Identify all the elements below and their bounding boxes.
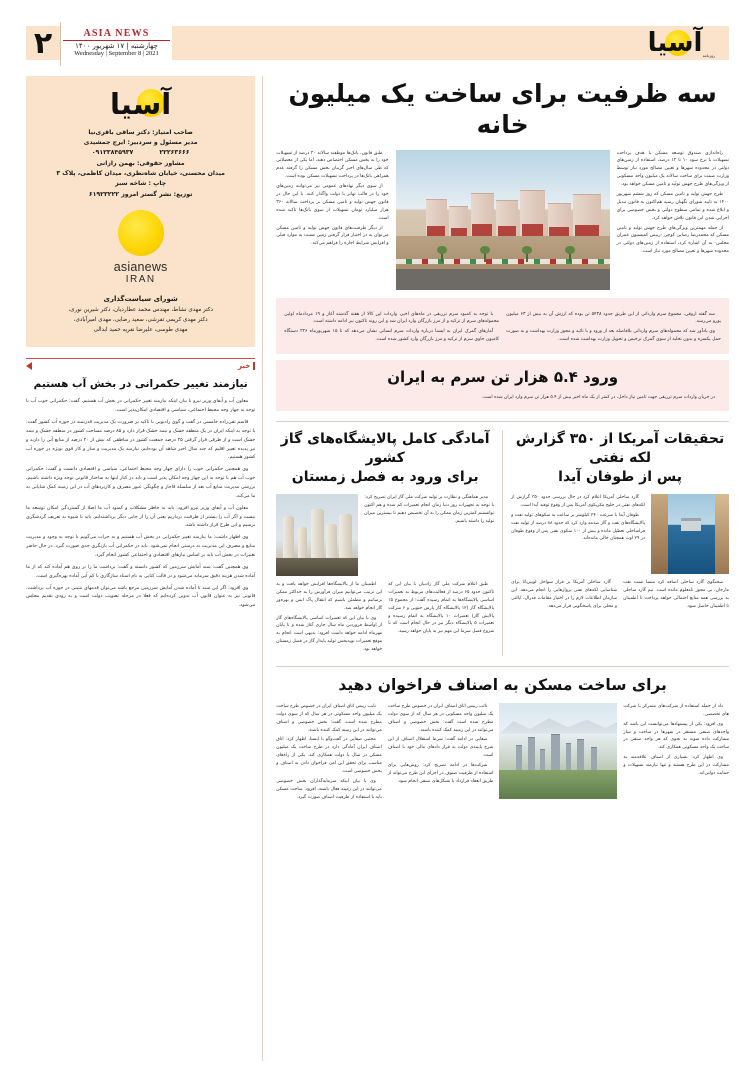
date-english: Wednesday | September 8 | 2021 [74, 50, 159, 58]
masthead-wordmark: آسیا [110, 86, 172, 121]
section-label: خبر [238, 362, 255, 370]
lead-col-left [617, 150, 729, 259]
oil-spill-text-3 [511, 579, 617, 613]
paragraph: نایب رییس اتاق اصناف ایران در خصوص طرح ساخت یک میلیون واحد مسکونی در هر سال که از سوی دولت مطرح شده است، گفت: بخش خصوصی و اصناف می‌توانند در این زمینه کمک کننده باشند. [276, 703, 382, 733]
paragraph: طوفان آیدا با سرعت ۲۴۰ کیلومتر بر ساعت به سکوهای تولید نفت و پالایشگاه‌های نفت و گاز صدمه وارد کرد که حدود ۸۸ درصد از تولید نفت فراساحلی تعطیل مانده و بیش از ۱۰۰ سکوی نفتی پس از وقوع طوفان در ۲۹ اوت همچنان خالی مانده‌اند. [511, 512, 645, 542]
refinery-base [276, 558, 358, 576]
headline-line-1: تحقیقات آمریکا از ۳۵۰ گزارش لکه نفتی [515, 431, 725, 467]
paragraph: وی یادآور شد که محموله‌های سرم وارداتی بلافاصله بعد از ورود و با تائید و مجوز وزارت بهداشت و به صورت حمل یکسره و بدون تخلیه از سوی گمرک ترخیص و تحویل وزارت بهداشت شده است. [506, 329, 721, 343]
lead-photo-residential-buildings [396, 150, 610, 290]
paragraph: از جمله مهمترین ویژگی‌های طرح جهش تولید و تامین مسکن که محمدرضا رضایی کوچی -رییس کمیسیون عمران مجلس- به آن اشاره کرد، استفاده از زمین‌های دولتی در محدوده شهرها و تعیین مصالح مورد نیاز است. [616, 225, 729, 255]
masthead-owner: صاحب امتیاز: دکتر ساقی باقری‌نیا [88, 129, 193, 136]
sun-logo-large [118, 210, 164, 256]
paragraph: سه گفته اروقی، مجموع سرم وارداتی از این طریق حدود ۵۴۳۸ تن بوده که ارزش آن به بیش از ۶۳ میلیون یورو می‌رسد. [506, 311, 721, 325]
inset-col [284, 394, 721, 404]
refinery-tower [339, 514, 351, 562]
paragraph: گارد ساحلی آمریکا اعلام کرد در حال بررسی حدود ۳۵۰ گزارش از لکه‌های نفتی در خلیج مکزیکوی آمریکا پس از وقوع توفند آیدا است. [511, 495, 645, 508]
inset-headline-box [276, 360, 729, 411]
council-line: دکتر مهدی کریمی تفرشی، سعید رضایی، مهدی امیرآبادی، [73, 316, 208, 323]
date-persian: چهارشنبه | ۱۷ شهریور ۱۴۰۰ [75, 42, 158, 51]
tower-building [540, 749, 546, 770]
masthead-brand-english [36, 260, 245, 286]
paragraph: وی با بیان اینکه سرمایه‌گذاران بخش خصوصی می‌توانند در این زمینه فعال باشند، افزود: ساخت مسکن باید با استفاده از ظرفیت اصناف صورت گیرد. [276, 778, 382, 800]
oil-spill-body [511, 494, 729, 574]
paragraph: قاسم تقی‌زاده خامسی در گفت و گوی رادیویی با تاکید بر ضرورت یک مدیریت قدرتمند در حوزه آب کشور گفت: با توجه به اینکه ایران در یک منطقه خشک و نیمه خشک قرار دارد و ۸۵ درصد مساحت کشور در منطقه خشک و نیمه خشک است و از طرفی قرار گرفتن ۴۵ درصد جمعیت کشور در مناطقی که بیش از ۲۰ درصد از منابع آبی را دارند و نیز پدیده تغییر اقلیم که چند سال اخیر شاهد آن بوده‌ایم، نیازمند یک مدیریت و ساز و کار قوی بویژه در حوزه آب کشور هستیم. [26, 419, 256, 461]
photo-oil-rig [681, 518, 701, 531]
paragraph: در جریان واردات سرم تزریقی جهت تامین نیاز داخل، در کمتر از یک ماه اخیر بیش از ۵.۴ هزار تن سرم وارد ایران شده است. [481, 394, 715, 400]
paragraph: سخنگوی گارد ساحلی اضافه کرد منشا نشت نفت مارجان، بی مجوز نامعلوم مانده است. تیم گارد ساحلی به بررسی همه منابع احتمالی خواهد پرداخت تا اطمینان تا اطمینان حاصل شود. [623, 580, 729, 609]
page-header [26, 22, 729, 66]
page-content [26, 76, 729, 1061]
tower-building [577, 739, 584, 770]
column-divider [502, 430, 503, 656]
paragraph: صفایی در ادامه گفت: شرط استقلال اصناف از این شرح پایبندی دولت به قرار دادهای مالی خود با اصناف است. [387, 737, 494, 759]
refinery-tower [283, 516, 294, 561]
brand-country: IRAN [125, 274, 156, 286]
photo-offshore-oil-rig [651, 494, 729, 574]
inset-text-b [284, 311, 499, 347]
gas-refineries-headline [276, 430, 494, 494]
masthead-print: چاپ : شاخه سبز [115, 180, 167, 188]
paragraph: داد از جمله استفاده از شرکت‌های متمرکز با شرکت های تخصصی. [623, 703, 729, 717]
paragraph: طبق اعلام شرکت ملی گاز زادبیان با بیان این که تاکنون حدود ۶۵ درصد از فعالیت‌های مربوط به تعمیرات اساسی پالایشگاه‌ها به اتمام رسیده گفت: از مجموع ۱۵ پالایشگاه گاز (۱۲ پالایشگاه گاز پارس جنوبی و ۶ شرکت پالایش گاز) تعمیرات ۱۰ پالایشگاه به اتمام رسیده و تعمیرات ۵ پالایشگاه دیگر نیز در حال انجام است که تا شروع فصل سرما این مهم نیز به پایان خواهد رسید. [388, 582, 495, 635]
masthead-phone-left: ۲۲۲۶۳۶۶۶ [159, 149, 190, 157]
paragraph: وی اظهار کرد: بسیاری از اصناف علاقه‌مند به مشارکت در این طرح هستند و تنها نیازمند تسهیلات و حمایت دولتی‌اند. [623, 755, 729, 776]
logo-wordmark: آسیا [647, 28, 703, 58]
article-oil-spill [511, 430, 729, 656]
masthead-phones [36, 148, 245, 159]
masthead-logo-small [621, 22, 729, 64]
masthead-phone-right: ۰۹۱۲۳۸۴۵۹۳۷ [91, 149, 134, 157]
lead-body [276, 150, 729, 290]
paragraph: شرکت‌ها در ادامه تصریح کرد: روش‌هایی برای استفاده از ظرفیت صنوف در اجرای این طرح می‌تواند از طریق انعقاد قرارداد با تشکل‌های صنفی انجام شود. [387, 763, 494, 784]
headline-line-1: آمادگی کامل پالایشگاه‌های گاز کشور [280, 431, 490, 467]
lead-col-right [276, 150, 388, 251]
section-divider-2 [276, 666, 729, 667]
masthead-editor: مدیر مسئول و سردبیر: ایرج جمشیدی [83, 139, 198, 147]
lead-article [276, 76, 729, 411]
tower-building [516, 745, 522, 770]
mid-section [276, 430, 729, 656]
housing-text-right [276, 703, 382, 804]
housing-text-far [623, 703, 729, 780]
date-block [60, 22, 172, 66]
photo-curb [396, 259, 610, 264]
logo-subtext: روزنامه [702, 53, 715, 58]
sapling [569, 250, 571, 262]
paragraph: وی اظهار داشت: ما نیازمند تغییر حکمرانی در بخش آب هستیم و به جرات می‌گویم با توجه به وجود و مدیریت منابع و مصرف این مدیریت به درستی انجام نمی‌شود. باید در حکمرانی آب بازنگری جدی صورت گیرد. در حال حاضر تغییرات در بخش آب باید بر اساس نیازهای اقتصادی و اجتماعی کشور انجام گیرد. [26, 535, 256, 558]
housing-body [276, 703, 729, 804]
sidebar [26, 76, 255, 1061]
paragraph: مدیر هماهنگی و نظارت بر تولید شرکت ملی گاز ایران تصریح کرد: با توجه به تجهیزات روز دنیا زمان انجام تعمیرات کم شده و هم اکنون توانستیم کمترین زمان ممکن را به آن تخصیص دهیم تا بیشترین میزان تولید را داشته باشیم. [364, 495, 495, 524]
inset-article-serum [276, 298, 729, 355]
building [449, 206, 468, 237]
page-number: ۲ [33, 26, 53, 61]
paragraph: طبق قانون، بانک‌ها موظفند سالانه ۲۰ درصد از تسهیلات خود را به بخش مسکن اختصاص دهند، اما یکی از معضلاتی که طی سال‌های اخیر گریبان بخش مسکن را گرفته عدم همراهی بانک‌ها در پرداخت تسهیلات مسکن بوده است. [276, 150, 389, 180]
paragraph: طرح جهش تولید و تامین مسکن که روز ششم شهریور ۱۴۰۰ به تایید شورای نگهبان رسید هم‌اکنون به قانون تبدیل و ابلاغ شده و تمامی سطوح دولتی و بخش خصوصی برای اجرایی شدن این قانون تلاش خواهد کرد. [616, 191, 729, 221]
council-title: شورای سیاست‌گذاری [103, 294, 178, 303]
tower-building [566, 743, 572, 770]
masthead-legal: مشاور حقوقی: بهمن رازانی [96, 160, 185, 167]
paragraph: مجتبی صفایی در گفت‌وگو با ایسنا، اظهار کرد: اتاق اصناف ایران آمادگی دارد در طرح ساخت یک میلیون مسکن در سال با دولت همکاری کند. یکی از راه‌های مناسب برای تحقق این امر، فراخوان دادن به اصناف و بخش خصوصی است. [276, 737, 382, 774]
headline-line-2: برای ورود به فصل زمستان [291, 469, 479, 486]
paragraph: گارد ساحلی آمریکا بر فراز سواحل لوییزیانا برای شناسایی لکه‌های نفتی پروازهایی را انجام می‌دهد. این سازمان اطلاعات لازم را در اختیار مقامات فدرال، ایالتی و محلی برای پاسخگویی قرار می‌دهد. [511, 580, 618, 609]
sapling [484, 250, 486, 262]
council-line: مهدی طوسی، علیرضا نفریه حمید ابدالی [93, 326, 188, 333]
headline-line-2: پس از طوفان آیدا [558, 469, 682, 486]
oil-spill-text [511, 494, 645, 545]
oil-spill-headline [511, 430, 729, 494]
housing-headline: برای ساخت مسکن به اصناف فراخوان دهید [338, 675, 667, 694]
photo-city-skyline [499, 703, 617, 799]
article-housing-guilds [276, 675, 729, 803]
refinery-tower [311, 509, 324, 561]
paragraph: وی افزود: یکی از پیشنهادها می‌توانست این باشد که واحدهای صنفی مستقر در شهرها در ساخت و ساز مشارکت داده شوند به نحوی که هر واحد صنفی در ساخت یک واحد مسکونی همکاری کند. [623, 721, 729, 751]
tower-building [591, 747, 597, 770]
masthead-logo [36, 85, 245, 123]
sidebar-article-body [26, 398, 255, 611]
masthead-address: میدان محسنی، خیابان شاه‌نظری، میدان کاظمی، پلاک ۳ [56, 170, 225, 178]
paragraph: معاون آب و آبفای وزیر نیرو افزود: باید به خاطر مشکلات و کمبود آب ما اصلا از گستردگی امکان توسعه ما نیست و اگر آب را بیشتر از ظرفیت برداریم یعنی آن را از جایی دیگر برداشته‌ایم. باید با شیوه به تعریف گردشگری برسیم و این طرح قرار داشته باشد. [26, 505, 256, 529]
building [548, 203, 572, 237]
main-column [270, 76, 729, 1061]
building [496, 200, 517, 236]
gas-refineries-body [276, 494, 494, 576]
photo-rock-left [651, 494, 668, 574]
paragraph: با توجه به کمبود سرم تزریقی در ماه‌های اخیر، واردات این کالا از هفته گذشته آغاز و ۱۹ مردادماه اولین محموله‌های سرم از ترکیه و از مرز بازرگان وارد ایران شد و این روند تاکنون نیز ادامه داشته است. [284, 311, 500, 325]
photo-rock-right [715, 494, 729, 574]
triangle-icon [26, 362, 32, 370]
paragraph: آمارهای گمرک ایران به ایسنا درباره واردات سرم انسانی نشان می‌دهد که تا ۱۵ شهریورماه ۲۲۶ دستگاه کامیون حاوی سرم از ترکیه و مرز بازرگان وارد کشور شده است. [284, 329, 500, 343]
gas-text-1 [364, 494, 494, 528]
building [471, 193, 495, 236]
refinery-tower [326, 524, 337, 562]
inset-headline: ورود ۵.۴ هزار تن سرم به ایران [387, 368, 619, 387]
paragraph: نائب رییس اتاق اصناف ایران در خصوص طرح ساخت یک میلیون واحد مسکونی در هر سال که از سوی دولت مطرح شده است گفت: بخش خصوصی و اصناف می‌توانند در این زمینه کمک کننده باشند. [387, 703, 494, 733]
council-members [36, 305, 245, 335]
refinery-tower [298, 527, 308, 561]
photo-mountains [499, 714, 617, 733]
building [573, 194, 601, 236]
paragraph: وی همچنین حکمرانی خوب را دارای چهار وجه محیط اجتماعی، سیاسی و اقتصادی دانست و گفت: حکمرانی خوب آب هم با توجه به این چهار وجه امکان پذیر است و باید در کنار اینها به ساختار قانونی توجه ویژه داشته باشیم، بررسی مدیریت منابع آب بعد از سلسله قاجار و چگونگی عبور مصرف و کاربردهای آب در این زمینه کمک شایانی به ما می‌کند. [26, 467, 256, 499]
sapling [526, 250, 528, 262]
brand-english: ASIA NEWS [83, 28, 150, 40]
inset-text-a [506, 311, 721, 347]
photo-greenery [499, 770, 617, 799]
article-gas-refineries [276, 430, 494, 656]
paragraph: وی افزود: اگر این سند تا آماده شدن آمایش سرزمین مرجع باشد می‌توان قدمهای متینی در حوزه آب برداشت. قانونی نیز به عنوان قانون آب تدوین کرده‌ایم که فعلا در مرحله تصویب دولت است و به زودی تقدیم مجلس می‌شود. [26, 585, 256, 609]
main-sidebar-divider [262, 76, 263, 1061]
inset-columns [284, 394, 721, 404]
gas-text-3 [276, 581, 382, 656]
brand-name: asianews [113, 259, 168, 274]
paragraph: وی با بیان این که تعمیرات اساسی پالایشگاه‌های گاز از اواسط فروردین ماه سال جاری آغاز شده و تا پایان مهرماه ادامه خواهد داشت افزود: بدیهی است انجام به موقع تعمیرات نویدبخش تولید پایدار گاز در فصل زمستان خواهد بود. [276, 615, 383, 653]
masthead-distribution: توزیع: نشر گستر امروز ۶۱۹۲۳۲۲۲ [88, 190, 193, 198]
tower-building [528, 737, 535, 770]
paragraph: از سوی دیگر نهادهای عمومی نیز می‌توانند زمین‌های خود را در قالب تهاتر با دولت واگذار کنند. با این حال در قانون جهش تولید و تامین مسکن بر پرداخت سالانه ۳۶۰ هزار میلیارد تومان تسهیلات از سوی بانک‌ها تاکید شده است. [276, 184, 389, 221]
building [520, 190, 546, 236]
sidebar-headline: نیازمند تغییر حکمرانی در بخش آب هستیم [33, 378, 248, 390]
tower-building [551, 734, 559, 770]
paragraph: وی همچنین گفت: سند آمایش سرزمین که کشور دانسته و گفت: برداشت ما را بر روی هم آماده کند که از ما آماده شدن هزینه دقیق سرمایه می‌شود و در قالب کتابی به نام اسناد سازگاری با کم آبی آماده بهره‌گیری است. [26, 564, 256, 579]
gas-text-2 [388, 581, 494, 638]
housing-text-left [388, 703, 494, 788]
paragraph: معاون آب و آبفای وزیر نیرو با بیان اینکه نیازمند تغییر حکمرانی در بخش آب هستیم، گفت: حکمرانی خوب آب با توجه به چهار وجه محیط اجتماعی، سیاسی و اقتصادی امکان‌پذیر است. [26, 399, 256, 414]
date-divider [63, 40, 170, 41]
masthead-colophon [26, 76, 255, 347]
gas-refineries-body-2 [276, 581, 494, 656]
oil-spill-text-2 [623, 579, 729, 613]
photo-road [396, 269, 610, 290]
section-header-news [26, 358, 255, 370]
building [426, 199, 447, 237]
council-line: دکتر مهدی نشاط، مهندس محمد عطاردیان، دکتر شیرین نوری، [68, 306, 213, 313]
photo-gas-refinery [276, 494, 358, 576]
sapling [441, 250, 443, 262]
paragraph: اطمینان ما از پالایشگاه‌ها افزایش خواهد یافت و به این ترتیب می‌توانیم میزان فرآورش را به حداکثر ممکن برسانیم و مطمئن باشیم که انتقال پاک ایمن و بهره‌ور گاز انجام خواهد شد. [276, 582, 383, 611]
paragraph: از دیگر ظرفیت‌های قانون جهش تولید و تامین مسکن می‌توان به در اختیار قرار گرفتن زمین نسبت به موارد قبلی و افزایش شرایط اجاره را فراهم می‌کند. [276, 225, 389, 247]
inset-upper-text [284, 311, 721, 347]
oil-spill-body-2 [511, 579, 729, 613]
section-divider [276, 421, 729, 422]
lead-headline: سه ظرفیت برای ساخت یک میلیون خانه [288, 79, 717, 140]
paragraph: راه‌اندازی صندوق توسعه مسکن با هدف پرداخت تسهیلات با نرخ سود ۱۰ تا ۱۲ درصد، استفاده از زمین‌های دولتی در محدوده شهرها و تعیین مصالح مورد نیاز توسط وزارت صمت برای ساخت سالانه یک میلیون واحد مسکونی از ویژگی‌های طرح جهش تولید و تامین مسکن خواهد بود. [616, 150, 730, 188]
